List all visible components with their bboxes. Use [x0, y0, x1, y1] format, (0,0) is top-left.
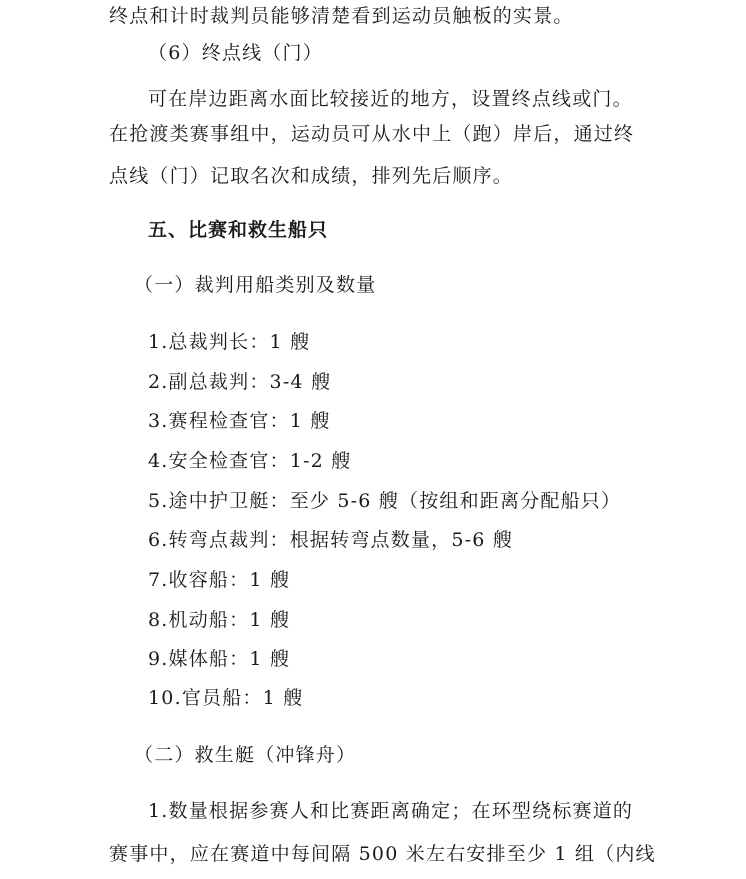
list-item: 4.安全检查官：1-2 艘 [148, 450, 352, 472]
list-item: 1.总裁判长：1 艘 [148, 331, 311, 353]
list-item: 3.赛程检查官：1 艘 [148, 410, 331, 432]
paragraph-line: 点线（门）记取名次和成绩，排列先后顺序。 [109, 165, 514, 187]
list-item: 8.机动船：1 艘 [148, 609, 291, 631]
list-item: 2.副总裁判：3-4 艘 [148, 371, 332, 393]
paragraph-line: 1.数量根据参赛人和比赛距离确定；在环型绕标赛道的 [148, 800, 634, 822]
section-heading: 五、比赛和救生船只 [148, 219, 329, 241]
list-item: 10.官员船：1 艘 [148, 687, 304, 709]
paragraph-line: 终点和计时裁判员能够清楚看到运动员触板的实景。 [109, 5, 574, 27]
paragraph-line: 在抢渡类赛事组中，运动员可从水中上（跑）岸后，通过终 [109, 123, 635, 145]
subsection-title: （二）救生艇（冲锋舟） [134, 744, 357, 766]
list-item: 5.途中护卫艇：至少 5-6 艘（按组和距离分配船只） [148, 490, 622, 512]
paragraph-line: 可在岸边距离水面比较接近的地方，设置终点线或门。 [148, 88, 633, 110]
list-item: 6.转弯点裁判：根据转弯点数量，5-6 艘 [148, 529, 513, 551]
subsection-title: （一）裁判用船类别及数量 [134, 274, 377, 296]
list-item: 7.收容船：1 艘 [148, 569, 291, 591]
list-item: 9.媒体船：1 艘 [148, 648, 291, 670]
paragraph-line: 赛事中，应在赛道中每间隔 500 米左右安排至少 1 组（内线 [109, 843, 656, 865]
item-heading: （6）终点线（门） [148, 42, 323, 64]
